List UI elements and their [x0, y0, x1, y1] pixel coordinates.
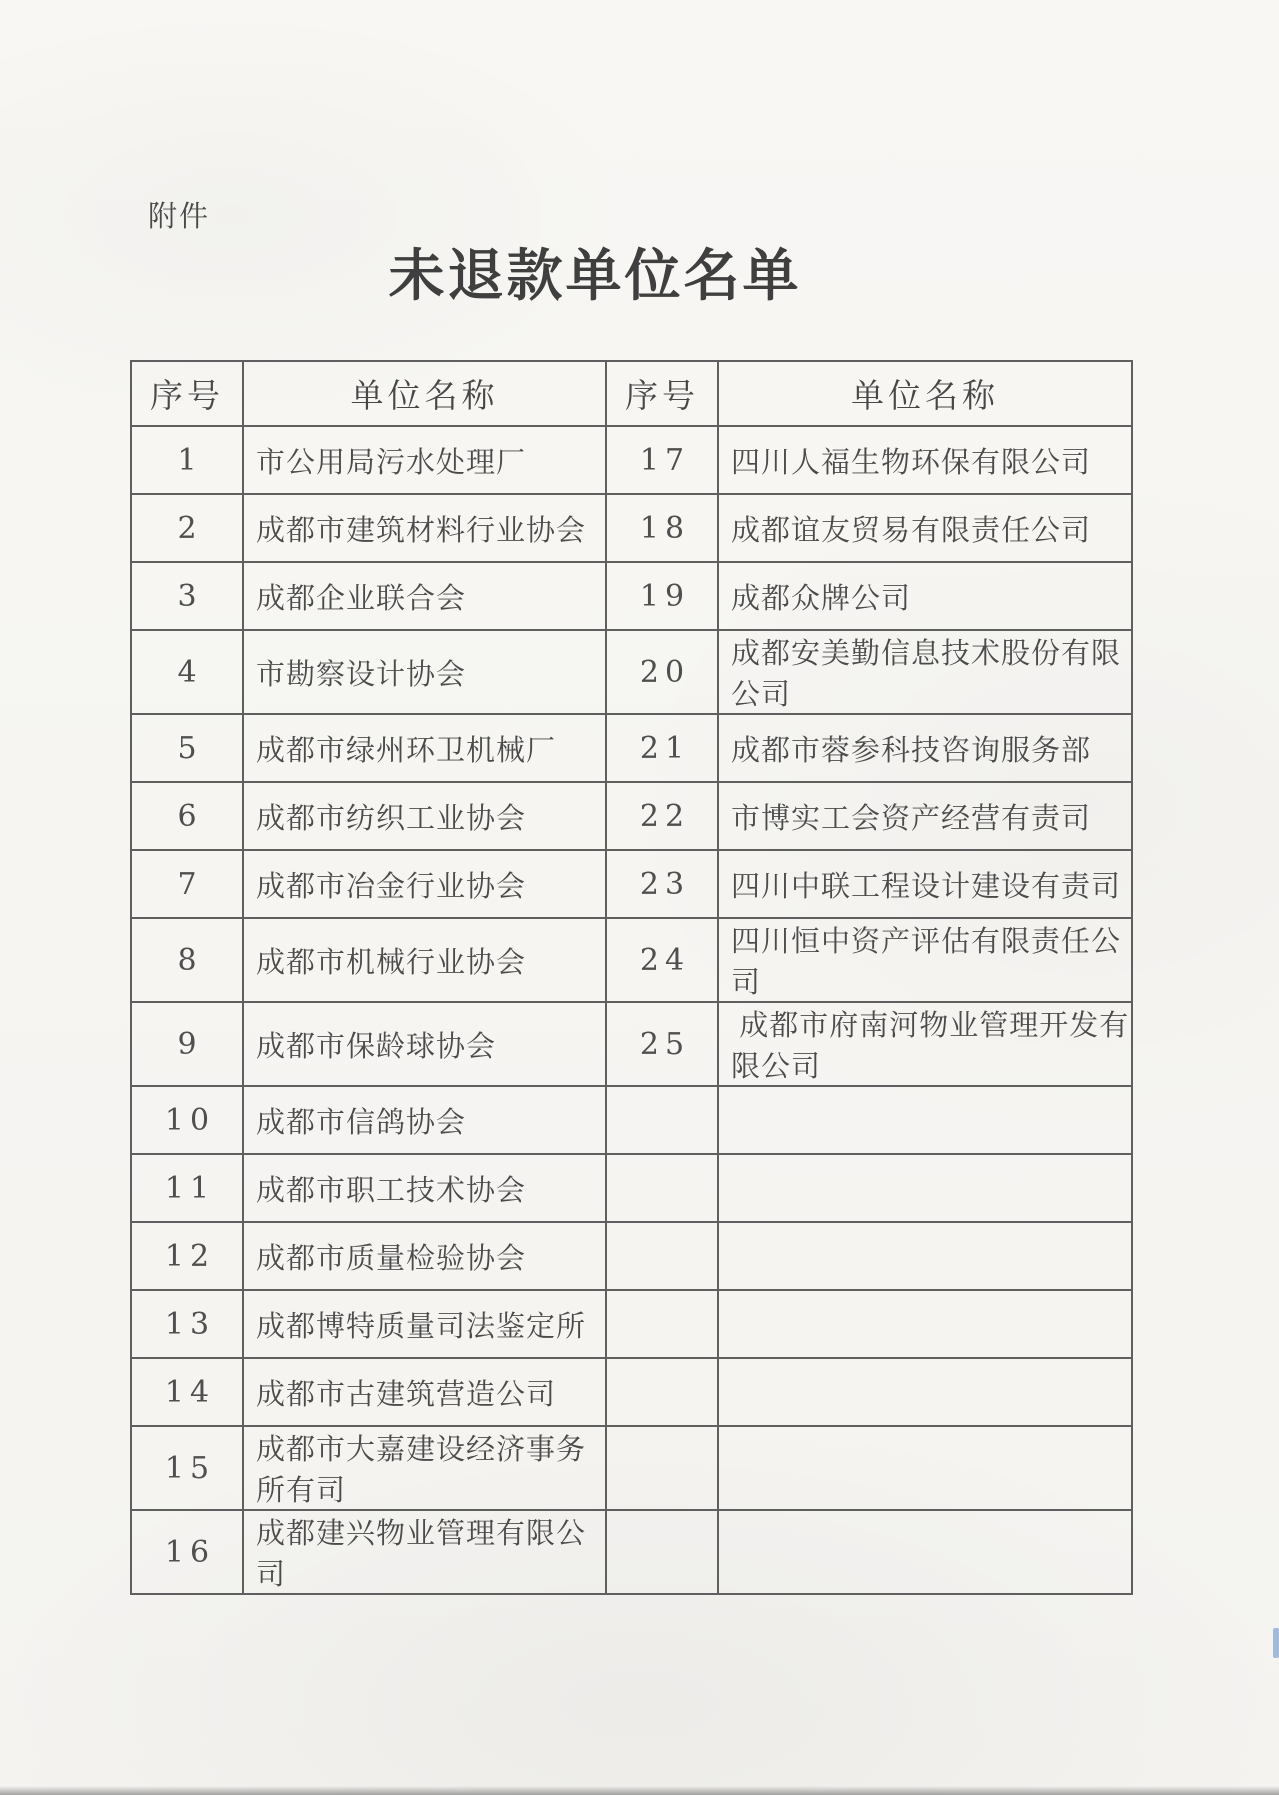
table-row — [131, 494, 1132, 562]
scan-artifact-bottom-edge — [0, 1786, 1279, 1795]
serial-cell: 19 — [606, 562, 718, 630]
serial-cell: 15 — [131, 1426, 243, 1510]
unit-name-cell: 四川恒中资产评估有限责任公司 — [718, 918, 1132, 1002]
unit-name-cell: 市博实工会资产经营有责司 — [718, 782, 1132, 850]
unit-name-cell: 成都市质量检验协会 — [243, 1222, 606, 1290]
unit-name-cell: 成都市机械行业协会 — [243, 918, 606, 1002]
serial-cell: 6 — [131, 782, 243, 850]
serial-cell: 20 — [606, 630, 718, 714]
header-name-left: 单位名称 — [243, 361, 606, 426]
serial-cell: 21 — [606, 714, 718, 782]
unit-name-cell: 成都市府南河物业管理开发有限公司 — [718, 1002, 1132, 1086]
table-row — [131, 1086, 1132, 1154]
header-name-right: 单位名称 — [718, 361, 1132, 426]
serial-cell: 3 — [131, 562, 243, 630]
serial-cell: 13 — [131, 1290, 243, 1358]
serial-cell: 18 — [606, 494, 718, 562]
unit-name-cell: 四川人福生物环保有限公司 — [718, 426, 1132, 494]
table-row — [131, 714, 1132, 782]
unit-name-cell: 成都众牌公司 — [718, 562, 1132, 630]
table-row — [131, 1358, 1132, 1426]
scan-artifact-blue-mark — [1273, 1628, 1279, 1658]
serial-cell — [606, 1358, 718, 1426]
serial-cell: 24 — [606, 918, 718, 1002]
serial-cell: 11 — [131, 1154, 243, 1222]
unit-name-cell: 成都企业联合会 — [243, 562, 606, 630]
table-row — [131, 850, 1132, 918]
unit-name-cell: 四川中联工程设计建设有责司 — [718, 850, 1132, 918]
serial-cell: 8 — [131, 918, 243, 1002]
unit-name-cell: 成都市大嘉建设经济事务所有司 — [243, 1426, 606, 1510]
table-row — [131, 1426, 1132, 1510]
unit-name-cell: 成都市冶金行业协会 — [243, 850, 606, 918]
serial-cell — [606, 1154, 718, 1222]
unit-name-cell — [718, 1222, 1132, 1290]
unit-name-cell — [718, 1426, 1132, 1510]
unit-name-cell — [718, 1358, 1132, 1426]
serial-cell: 22 — [606, 782, 718, 850]
page-title: 未退款单位名单 — [388, 246, 802, 308]
unit-name-cell: 成都谊友贸易有限责任公司 — [718, 494, 1132, 562]
table-row — [131, 562, 1132, 630]
table-row — [131, 918, 1132, 1002]
serial-cell: 25 — [606, 1002, 718, 1086]
table-row — [131, 782, 1132, 850]
unit-name-cell: 成都博特质量司法鉴定所 — [243, 1290, 606, 1358]
table-row — [131, 630, 1132, 714]
unit-name-cell: 成都市职工技术协会 — [243, 1154, 606, 1222]
unit-name-cell: 成都安美勤信息技术股份有限公司 — [718, 630, 1132, 714]
unit-name-cell: 成都市纺织工业协会 — [243, 782, 606, 850]
unit-name-cell: 成都市保龄球协会 — [243, 1002, 606, 1086]
unit-name-cell: 成都建兴物业管理有限公司 — [243, 1510, 606, 1594]
attachment-label: 附件 — [148, 201, 211, 233]
serial-cell — [606, 1222, 718, 1290]
unit-name-cell: 市勘察设计协会 — [243, 630, 606, 714]
table-row — [131, 1002, 1132, 1086]
unit-name-cell: 成都市绿州环卫机械厂 — [243, 714, 606, 782]
serial-cell — [606, 1086, 718, 1154]
unit-name-cell: 成都市信鸽协会 — [243, 1086, 606, 1154]
serial-cell: 17 — [606, 426, 718, 494]
unit-name-cell — [718, 1510, 1132, 1594]
serial-cell — [606, 1426, 718, 1510]
unit-name-cell — [718, 1086, 1132, 1154]
serial-cell: 10 — [131, 1086, 243, 1154]
table-row — [131, 426, 1132, 494]
serial-cell: 23 — [606, 850, 718, 918]
table-row — [131, 1290, 1132, 1358]
serial-cell: 9 — [131, 1002, 243, 1086]
unit-name-cell: 成都市古建筑营造公司 — [243, 1358, 606, 1426]
table-header-row — [131, 361, 1132, 426]
header-serial-left: 序号 — [131, 361, 243, 426]
table-row — [131, 1222, 1132, 1290]
serial-cell: 5 — [131, 714, 243, 782]
unit-name-cell: 成都市建筑材料行业协会 — [243, 494, 606, 562]
serial-cell: 4 — [131, 630, 243, 714]
serial-cell — [606, 1510, 718, 1594]
unit-name-cell: 市公用局污水处理厂 — [243, 426, 606, 494]
unit-name-cell — [718, 1154, 1132, 1222]
serial-cell: 12 — [131, 1222, 243, 1290]
serial-cell — [606, 1290, 718, 1358]
serial-cell: 7 — [131, 850, 243, 918]
table-row — [131, 1154, 1132, 1222]
unit-name-cell: 成都市蓉参科技咨询服务部 — [718, 714, 1132, 782]
serial-cell: 2 — [131, 494, 243, 562]
serial-cell: 1 — [131, 426, 243, 494]
header-serial-right: 序号 — [606, 361, 718, 426]
table-row — [131, 1510, 1132, 1594]
unit-name-cell — [718, 1290, 1132, 1358]
unrefunded-units-table — [130, 360, 1133, 1595]
serial-cell: 16 — [131, 1510, 243, 1594]
serial-cell: 14 — [131, 1358, 243, 1426]
